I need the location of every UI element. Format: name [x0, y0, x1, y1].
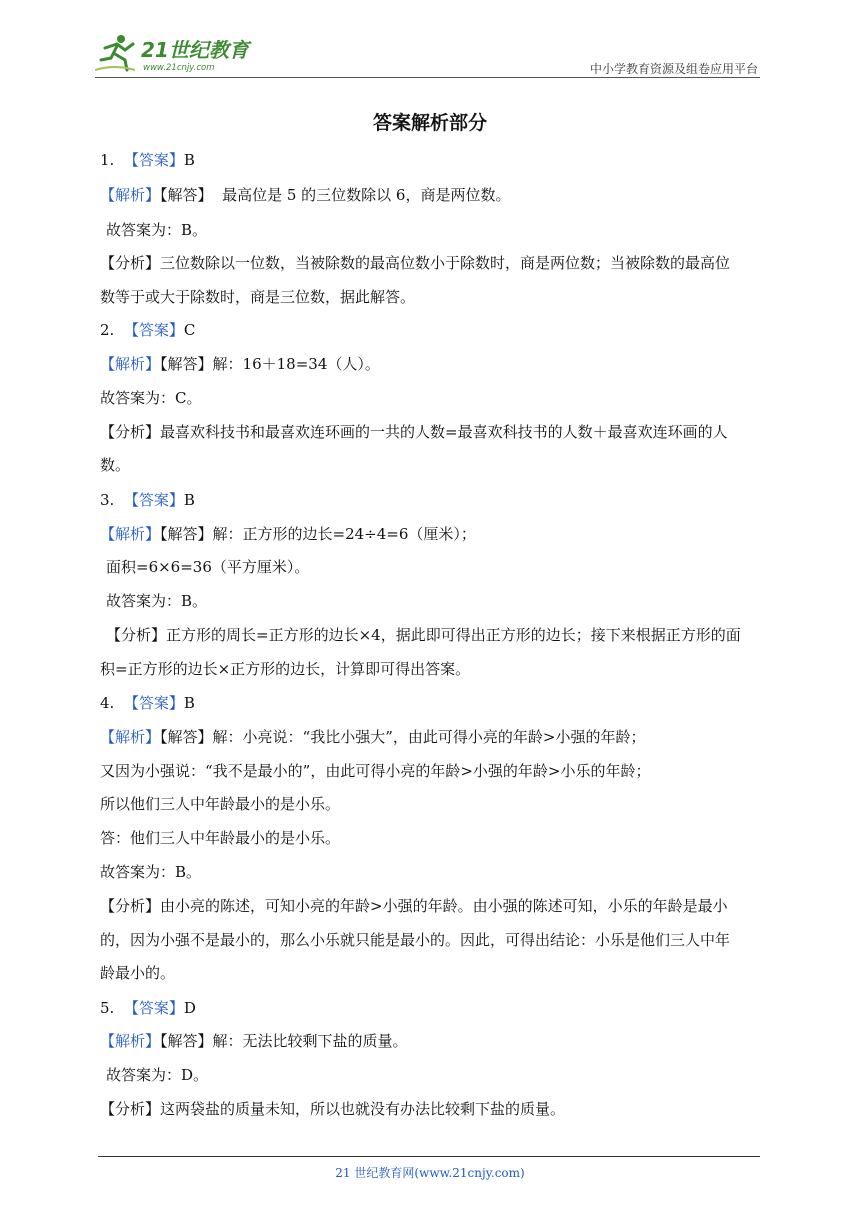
q2-solution: 解：16＋18=34（人）。 — [212, 355, 380, 373]
q3-solution-line — [100, 524, 476, 544]
q2-answer: C — [183, 321, 196, 339]
header-platform-name: 中小学教育资源及组卷应用平台 — [589, 62, 758, 76]
q2-solution-line — [100, 354, 380, 374]
logo — [95, 30, 265, 76]
q3-solution: 解：正方形的边长=24÷4=6（厘米）； — [212, 525, 476, 543]
q3-number: 3. — [100, 491, 115, 509]
q1-answer: B — [183, 151, 195, 169]
q4-analysis-2: 的，因为小强不是最小的，那么小乐就只能是最小的。因此，可得出结论：小乐是他们三人中年 — [100, 931, 731, 949]
answer-tag: 【答案】 — [123, 491, 184, 509]
logo-text: 21世纪教育 — [141, 38, 249, 62]
q1-analysis-line-1 — [100, 253, 730, 273]
q4-answer-line — [100, 693, 195, 713]
analysis-tag: 【解析】 — [100, 1032, 161, 1050]
q3-answer: B — [183, 491, 195, 509]
q3-analysis-line-1 — [106, 625, 741, 645]
q2-conclusion: 故答案为：C。 — [100, 389, 202, 407]
answer-tag: 【答案】 — [123, 999, 184, 1017]
analysis-tag: 【解析】 — [100, 728, 161, 746]
q5-analysis-line-1 — [100, 1099, 565, 1119]
q4-answer: B — [183, 694, 195, 712]
logo-url: www.21cnjy.com — [143, 63, 215, 73]
q4-analysis-1: 由小亮的陈述，可知小亮的年龄>小强的年龄。由小强的陈述可知，小乐的年龄是最小 — [160, 897, 728, 915]
q3-conclusion: 故答案为：B。 — [106, 592, 208, 610]
answer-tag: 【答案】 — [123, 694, 184, 712]
analysis-tag: 【解析】 — [100, 525, 161, 543]
analysis-tag: 【解析】 — [100, 186, 161, 204]
q4-conclusion: 故答案为：B。 — [100, 863, 202, 881]
analysis-tag: 【解析】 — [100, 355, 161, 373]
solution-tag: 【解答】 — [160, 186, 213, 204]
q1-number: 1. — [100, 151, 115, 169]
q2-analysis-2: 数。 — [100, 456, 131, 474]
q1-conclusion: 故答案为：B。 — [106, 221, 208, 239]
answer-tag: 【答案】 — [123, 151, 184, 169]
fenxi-tag: 【分析】 — [106, 626, 167, 644]
q4-line-2: 又因为小强说：“我不是最小的”，由此可得小亮的年龄>小强的年龄>小乐的年龄； — [100, 762, 651, 780]
q5-answer-line — [100, 998, 196, 1018]
q1-solution-line — [100, 185, 510, 205]
q5-number: 5. — [100, 999, 115, 1017]
q5-solution-line — [100, 1031, 408, 1051]
page-title: 答案解析部分 — [372, 112, 487, 134]
fenxi-tag: 【分析】 — [100, 254, 161, 272]
q3-answer-line — [100, 490, 195, 510]
fenxi-tag: 【分析】 — [100, 423, 161, 441]
q3-analysis-1: 正方形的周长=正方形的边长×4，据此即可得出正方形的边长；接下来根据正方形的面 — [166, 626, 741, 644]
q1-answer-line — [100, 150, 195, 170]
answer-tag: 【答案】 — [123, 321, 184, 339]
q2-answer-line — [100, 320, 195, 340]
q1-analysis-1: 三位数除以一位数，当被除数的最高位数小于除数时，商是两位数；当被除数的最高位 — [160, 254, 731, 272]
q4-line-3: 所以他们三人中年龄最小的是小乐。 — [100, 795, 341, 813]
q5-analysis-1: 这两袋盐的质量未知，所以也就没有办法比较剩下盐的质量。 — [160, 1100, 566, 1118]
q1-solution: 最高位是 5 的三位数除以 6，商是两位数。 — [222, 186, 511, 204]
solution-tag: 【解答】 — [160, 355, 213, 373]
q5-conclusion: 故答案为：D。 — [106, 1066, 209, 1084]
runner-icon — [95, 35, 135, 70]
q5-answer: D — [183, 999, 196, 1017]
q2-analysis-line-1 — [100, 422, 728, 442]
q4-analysis-line-1 — [100, 896, 728, 916]
q4-line-4: 答：他们三人中年龄最小的是小乐。 — [100, 829, 341, 847]
page-header — [95, 30, 760, 78]
page-footer: 21 世纪教育网(www.21cnjy.com) — [335, 1166, 525, 1180]
q3-analysis-2: 积=正方形的边长×正方形的边长，计算即可得出答案。 — [100, 660, 471, 678]
q2-analysis-1: 最喜欢科技书和最喜欢连环画的一共的人数=最喜欢科技书的人数＋最喜欢连环画的人 — [160, 423, 728, 441]
q1-analysis-2: 数等于或大于除数时，商是三位数，据此解答。 — [100, 288, 416, 306]
solution-tag: 【解答】 — [160, 728, 213, 746]
header-divider — [95, 77, 760, 78]
q3-line-2: 面积=6×6=36（平方厘米）。 — [106, 558, 310, 576]
solution-tag: 【解答】 — [160, 525, 213, 543]
q4-solution: 解：小亮说：“我比小强大”，由此可得小亮的年龄>小强的年龄； — [212, 728, 646, 746]
q4-number: 4. — [100, 694, 115, 712]
q4-analysis-3: 龄最小的。 — [100, 964, 176, 982]
q5-solution: 解：无法比较剩下盐的质量。 — [212, 1032, 408, 1050]
footer-divider — [98, 1156, 760, 1157]
fenxi-tag: 【分析】 — [100, 1100, 161, 1118]
solution-tag: 【解答】 — [160, 1032, 213, 1050]
q4-solution-line — [100, 727, 645, 747]
q2-number: 2. — [100, 321, 115, 339]
fenxi-tag: 【分析】 — [100, 897, 161, 915]
